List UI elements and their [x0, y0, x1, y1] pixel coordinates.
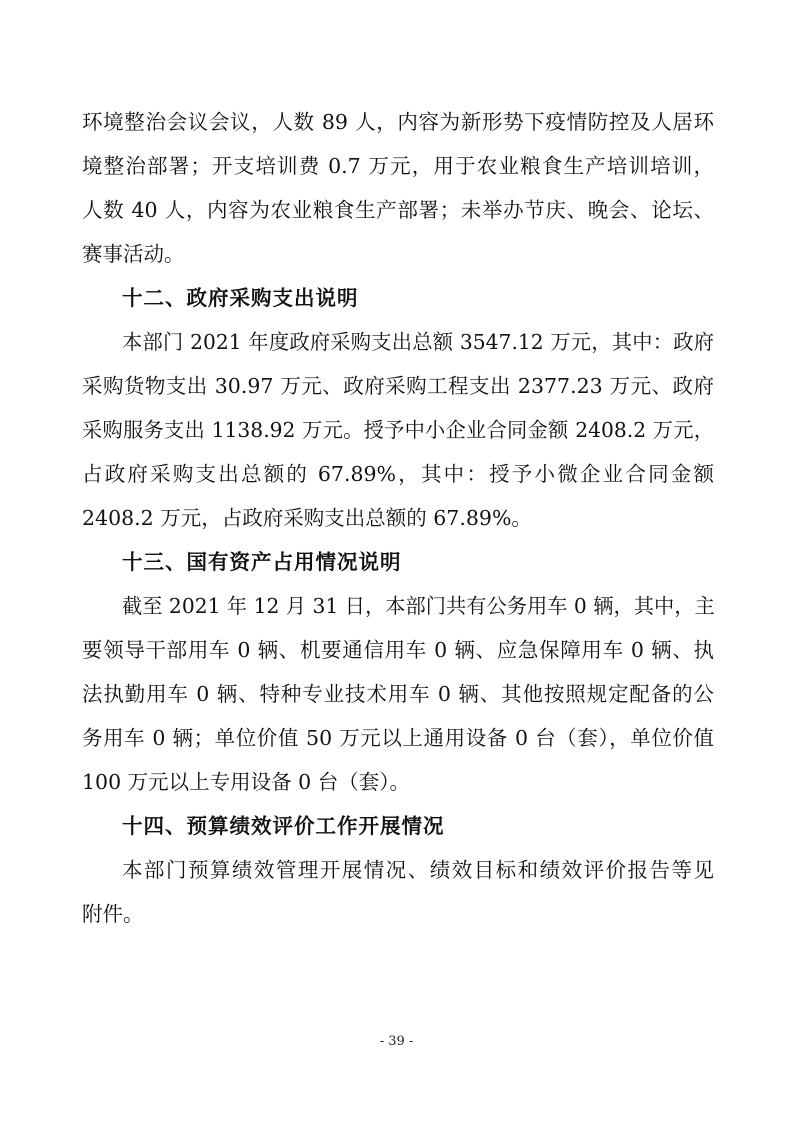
section-heading-government-procurement: 十二、政府采购支出说明	[122, 286, 359, 310]
paragraph-line: 截至 2021 年 12 月 31 日，本部门共有公务用车 0 辆，其中，主	[122, 594, 715, 618]
paragraph-line: 环境整治会议会议，人数 89 人，内容为新形势下疫情防控及人居环	[82, 110, 714, 134]
paragraph-line: 务用车 0 辆；单位价值 50 万元以上通用设备 0 台（套），单位价值	[82, 726, 714, 750]
paragraph-line: 人数 40 人，内容为农业粮食生产部署；未举办节庆、晚会、论坛、	[82, 198, 714, 222]
paragraph-line: 100 万元以上专用设备 0 台（套）。	[82, 770, 410, 794]
paragraph-line: 要领导干部用车 0 辆、机要通信用车 0 辆、应急保障用车 0 辆、执	[82, 638, 714, 662]
paragraph-line: 法执勤用车 0 辆、特种专业技术用车 0 辆、其他按照规定配备的公	[82, 682, 714, 706]
page-number: - 39 -	[379, 1034, 414, 1049]
paragraph-line: 采购货物支出 30.97 万元、政府采购工程支出 2377.23 万元、政府	[82, 374, 714, 398]
paragraph-line: 2408.2 万元，占政府采购支出总额的 67.89%。	[82, 506, 532, 530]
section-heading-performance-evaluation: 十四、预算绩效评价工作开展情况	[122, 814, 445, 838]
paragraph-line: 本部门预算绩效管理开展情况、绩效目标和绩效评价报告等见	[122, 858, 714, 882]
paragraph-line: 附件。	[82, 902, 144, 926]
paragraph-line: 采购服务支出 1138.92 万元。授予中小企业合同金额 2408.2 万元，	[82, 418, 714, 442]
paragraph-line: 占政府采购支出总额的 67.89%，其中：授予小微企业合同金额	[82, 462, 714, 486]
paragraph-line: 赛事活动。	[82, 242, 185, 266]
paragraph-line: 境整治部署；开支培训费 0.7 万元，用于农业粮食生产培训培训，	[82, 154, 714, 178]
paragraph-line: 本部门 2021 年度政府采购支出总额 3547.12 万元，其中：政府	[122, 330, 714, 354]
section-heading-state-assets: 十三、国有资产占用情况说明	[122, 550, 402, 574]
